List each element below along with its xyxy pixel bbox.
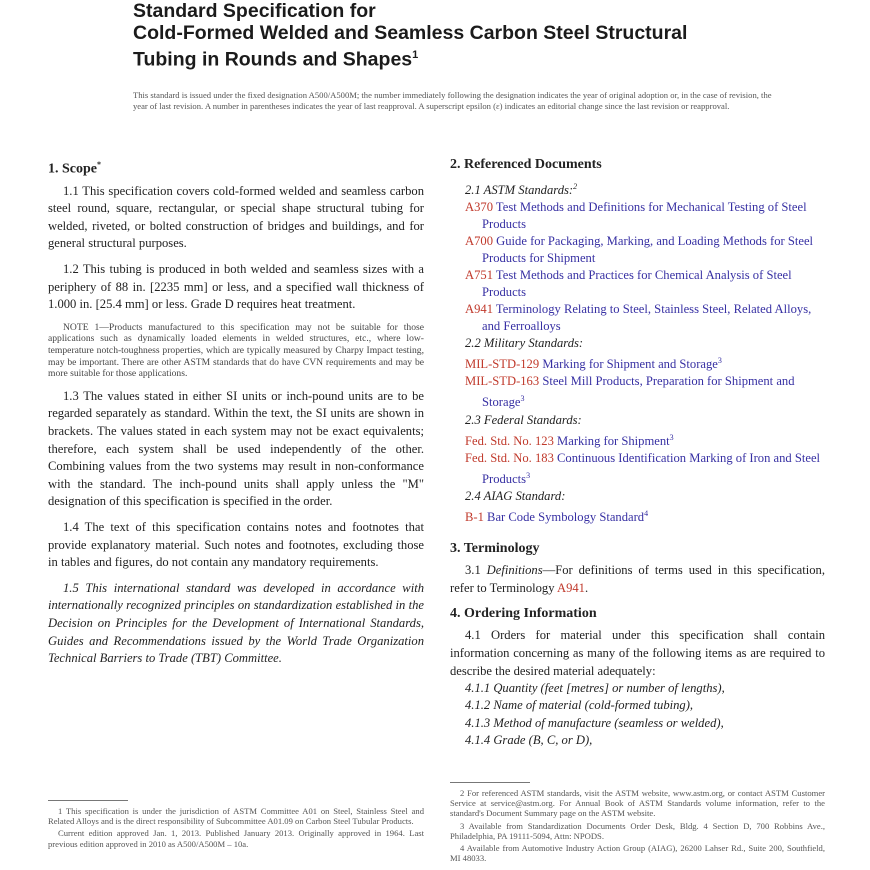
paragraph-1-5: 1.5 This international standard was developed in accordance with internationally recognized principles on standardization established in the Decision on Principles for the Development of International Standards, Guides and Recommendations issued by the World Trade Organization Technical Barriers to Trade (TBT) Committee. bbox=[48, 580, 424, 666]
astm-standards-subheading bbox=[450, 178, 825, 199]
paragraph-1-2: 1.2 This tubing is produced in both welded and seamless sizes with a periphery of 88 in. [2235 mm] or less, and a specified wall thickness of 1.000 in. [25.4 mm] or less. Grade D requires heat treatment. bbox=[48, 262, 424, 312]
federal-standards-subheading: 2.3 Federal Standards: bbox=[465, 412, 582, 427]
paragraph-1-1: 1.1 This specification covers cold-formed welded and seamless carbon steel round, square, rectangular, or special shape structural tubing for welded, riveted, or bolted construction of bridges and buildings, and for general structural purposes. bbox=[48, 183, 424, 251]
paragraph-3-1-text: —For definitions of terms used in this specification, refer to Terminology bbox=[450, 563, 826, 595]
reference-code-link[interactable]: Fed. Std. No. 183 bbox=[465, 450, 554, 465]
ordering-items-list bbox=[450, 680, 825, 749]
ordering-item: 4.1.3 Method of manufacture (seamless or welded), bbox=[465, 715, 724, 730]
scope-heading-text: 1. Scope bbox=[48, 161, 97, 177]
reference-footnote-mark: 3 bbox=[717, 356, 722, 366]
reference-code-link[interactable]: A700 bbox=[465, 234, 493, 249]
reference-footnote-mark: 4 bbox=[644, 508, 649, 518]
note-1: NOTE 1—Products manufactured to this specification may not be suitable for those applications such as dynamically loaded elements in welded structures, etc., where low-temperature notch-toughness properties, which are typically measured by Charpy Impact testing, may be important. There are other ASTM standards that do have CVN requirements and may be more suitable for those applications. bbox=[48, 321, 424, 380]
title-line-1: Standard Specification for bbox=[133, 0, 376, 22]
left-column bbox=[48, 150, 424, 676]
reference-item bbox=[452, 199, 825, 233]
astm-reference-list bbox=[450, 199, 825, 335]
right-column bbox=[450, 150, 825, 749]
footnote-3: 3 Available from Standardization Documents Order Desk, Bldg. 4 Section D, 700 Robbins Ave., Philadelphia, PA 19111-5094, Attn: NPODS. bbox=[450, 820, 825, 841]
footnotes-right bbox=[450, 788, 825, 865]
reference-code-link[interactable]: A751 bbox=[465, 268, 493, 283]
reference-code-link[interactable]: MIL-STD-163 bbox=[465, 374, 540, 389]
title-line-3-wrap bbox=[133, 44, 773, 71]
reference-item bbox=[452, 301, 825, 335]
astm-standards-label: 2.1 ASTM Standards: bbox=[465, 183, 574, 198]
ordering-item: 4.1.4 Grade (B, C, or D), bbox=[465, 732, 593, 747]
reference-footnote-mark: 3 bbox=[526, 470, 531, 480]
footnote-divider-right bbox=[450, 782, 530, 783]
footnote-4: 4 Available from Automotive Industry Action Group (AIAG), 26200 Lahser Rd., Suite 200, Southfield, MI 48033. bbox=[450, 843, 825, 864]
reference-title-link[interactable]: Marking for Shipment and Storage bbox=[542, 357, 718, 372]
footnote-divider-left bbox=[48, 800, 128, 801]
reference-footnote-mark: 3 bbox=[520, 394, 525, 404]
paragraph-3-1-end: . bbox=[584, 580, 589, 595]
aiag-reference-list bbox=[450, 505, 825, 526]
title-footnote-mark: 1 bbox=[412, 49, 419, 61]
reference-code-link[interactable]: A370 bbox=[465, 200, 493, 215]
reference-item bbox=[452, 429, 825, 450]
terminology-heading: 3. Terminology bbox=[450, 541, 540, 557]
a941-link[interactable]: A941 bbox=[556, 580, 585, 595]
title-line-3: Tubing in Rounds and Shapes bbox=[133, 48, 413, 71]
footnote-edition: Current edition approved Jan. 1, 2013. Published January 2013. Originally approved in 1964. Last previous edition approved in 2010 as A500/A500M – 10a. bbox=[48, 828, 424, 849]
reference-item bbox=[452, 505, 825, 526]
reference-item bbox=[452, 267, 825, 301]
footnote-1: 1 This specification is under the jurisdiction of ASTM Committee A01 on Steel, Stainless Steel and Related Alloys and is the direct responsibility of Subcommittee A01.09 on Carbon Steel Tubular Products. bbox=[48, 806, 424, 827]
designation-notice: This standard is issued under the fixed designation A500/A500M; the number immediately following the designation indicates the year of original adoption or, in the case of revision, the year of last revision. A number in parentheses indicates the year of last reapproval. A superscript epsilon (ε) indicates an editorial change since the last revision or reapproval. bbox=[133, 90, 772, 111]
document-title bbox=[133, 0, 773, 71]
paragraph-4-1: 4.1 Orders for material under this specification shall contain information concerning as many of the following items as are required to describe the desired material adequately: bbox=[450, 628, 825, 678]
reference-title-link[interactable]: Guide for Packaging, Marking, and Loading Methods for Steel Products for Shipment bbox=[482, 234, 814, 266]
paragraph-3-1-lead: 3.1 bbox=[465, 563, 487, 578]
reference-title-link[interactable]: Marking for Shipment bbox=[557, 433, 670, 448]
reference-title-link[interactable]: Bar Code Symbology Standard bbox=[487, 510, 645, 525]
reference-item bbox=[452, 373, 825, 411]
reference-title-link[interactable]: Steel Mill Products, Preparation for Shipment and Storage bbox=[482, 374, 795, 410]
scope-heading bbox=[48, 156, 424, 179]
reference-code-link[interactable]: A941 bbox=[465, 302, 493, 317]
reference-item bbox=[452, 352, 825, 373]
astm-standards-mark: 2 bbox=[573, 182, 578, 191]
reference-title-link[interactable]: Continuous Identification Marking of Iron and Steel Products bbox=[482, 450, 821, 486]
reference-title-link[interactable]: Test Methods and Definitions for Mechanical Testing of Steel Products bbox=[482, 200, 807, 232]
reference-code-link[interactable]: MIL-STD-129 bbox=[465, 357, 540, 372]
ordering-item: 4.1.2 Name of material (cold-formed tubing), bbox=[465, 698, 694, 713]
footnotes-left bbox=[48, 806, 424, 851]
paragraph-1-3: 1.3 The values stated in either SI units or inch-pound units are to be regarded separately as standard. Within the text, the SI units are shown in brackets. The values stated in each system may not be exact equivalents; therefore, each system shall be used independently of the other. Combining values from the two systems may result in non-conformance with the standard. The inch-pound units shall apply unless the "M" designation of this specification is specified in the order. bbox=[48, 388, 424, 509]
footnote-2: 2 For referenced ASTM standards, visit the ASTM website, www.astm.org, or contact ASTM Customer Service at service@astm.org. For Annual Book of ASTM Standards volume information, refer to the standard's Document Summary page on the ASTM website. bbox=[450, 788, 825, 819]
ordering-item: 4.1.1 Quantity (feet [metres] or number of lengths), bbox=[465, 681, 725, 696]
reference-item bbox=[452, 450, 825, 488]
ordering-information-heading: 4. Ordering Information bbox=[450, 606, 597, 622]
scope-heading-mark: * bbox=[97, 160, 101, 169]
military-standards-subheading: 2.2 Military Standards: bbox=[465, 336, 584, 351]
reference-title-link[interactable]: Terminology Relating to Steel, Stainless Steel, Related Alloys, and Ferroalloys bbox=[482, 302, 812, 334]
referenced-documents-heading: 2. Referenced Documents bbox=[450, 157, 602, 172]
federal-reference-list bbox=[450, 429, 825, 488]
title-line-2: Cold-Formed Welded and Seamless Carbon Steel Structural bbox=[133, 22, 688, 44]
reference-code-link[interactable]: B-1 bbox=[465, 510, 484, 525]
aiag-standard-subheading: 2.4 AIAG Standard: bbox=[465, 488, 566, 503]
definitions-term: Definitions bbox=[486, 563, 543, 578]
military-reference-list bbox=[450, 352, 825, 411]
reference-code-link[interactable]: Fed. Std. No. 123 bbox=[465, 433, 554, 448]
reference-title-link[interactable]: Test Methods and Practices for Chemical Analysis of Steel Products bbox=[482, 268, 792, 300]
paragraph-3-1 bbox=[450, 562, 825, 597]
reference-item bbox=[452, 233, 825, 267]
reference-footnote-mark: 3 bbox=[669, 432, 674, 442]
paragraph-1-4: 1.4 The text of this specification contains notes and footnotes that provide explanatory material. Such notes and footnotes, excluding those in tables and figures, do not contain any mandatory requirements. bbox=[48, 519, 424, 570]
